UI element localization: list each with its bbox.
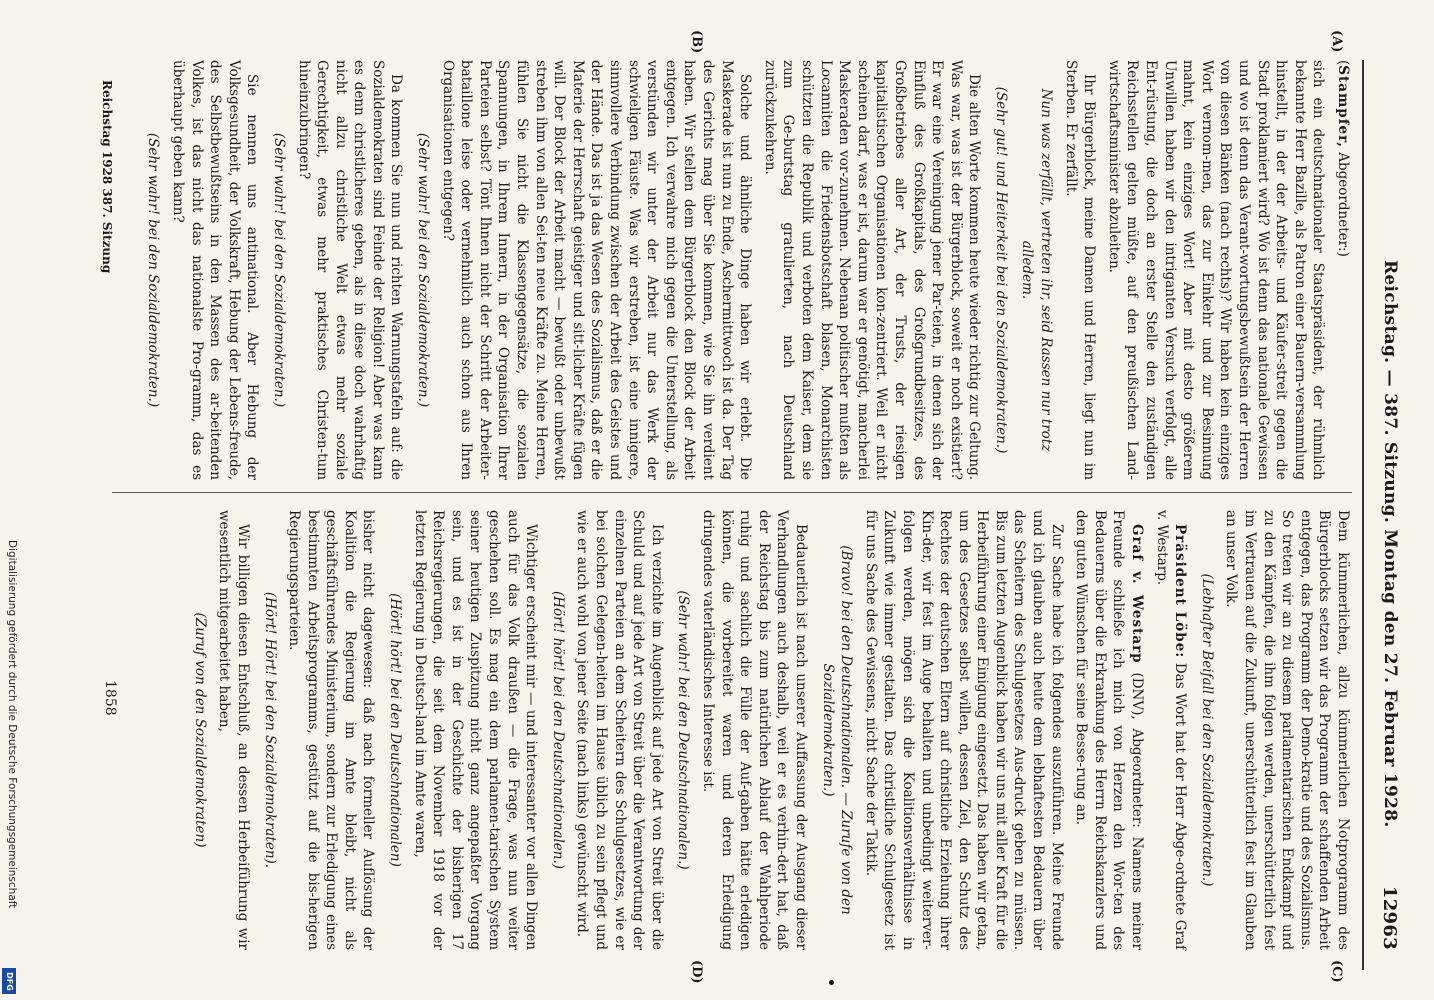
paragraph: Dem kümmerlichen, allzu kümmerlichen Notprogramm des Bürgerblocks setzen wir das Programm der schaffenden Arbeit entgegen, das Programm der Demo-kratie und des Sozialismus. So treten wir an zu diesem parlamentarischen Endkampf und zu den Kämpfen, die ihm folgen werden, unerschütterlich fest im Vertrauen auf die Zukunft, unerschütterlich fest im Glauben an unser Volk. <box>1223 510 1351 950</box>
paragraph: bisher nicht dagewesen: daß nach formeller Auflösung der Koalition die Regierung im Amte bleibt, nicht als geschäftsführendes Ministerium, sondern zur Erledigung eines bestimmten Arbeitsprogramms, gestützt auf die bis-herigen Regierungsparteien. <box>286 510 377 950</box>
header-rule <box>1362 60 1364 970</box>
dfg-logo-text: DFG <box>4 971 14 991</box>
stage-direction: (Bravo! bei den Deutschnationalen. — Zurufe von den Sozialdemokraten.) <box>819 545 855 915</box>
stage-direction: (Sehr wahr! bei den Sozialdemokraten.) <box>415 132 432 408</box>
speaker-name: Stampfer, <box>1335 65 1351 148</box>
paragraph: sich ein deutschnationaler Staatspräsident, der rühmlich bekannte Herr Bazille, als Patron einer Bauern-versammlung hinstellt, in der der Arbeits- und Käufer-streit gegen die Stadt proklamiert wird? Wo ist denn das nationale Gewissen und wo ist denn das Verant-wortungsbewußtsein der Herren von diesen Bänken (nach rechts)? Wir haben kein einziges Wort vernom-men, das zur Einkehr und zur Besinnung mahnt, kein einziges Wort! Aber mit desto größerem Unwillen haben wir den intriganten Versuch verfolgt, alle Ent-rüstung, die doch an erster Stelle den zuständigen Reichsstellen gelten müßte, auf den preußischen Land-wirtschaftsminister abzuleiten. <box>1105 60 1327 480</box>
stage-direction: (Hört! hört! bei den Deutschnationalen) <box>387 593 404 867</box>
paragraph: Ich verzichte im Augenblick auf jede Art von Streit über die Schuld und auf jede Art von Streit über die Verantwortung der einzelnen Parteien an dem Scheitern des Schulgesetzes, wie er bei solchen Gelegen-heiten im Hause üblich zu sein pflegt und wie er auch wohl von jener Seite (nach links) gewünscht wird. <box>574 510 665 950</box>
footer-session: Reichstag 1928 387. Sitzung <box>100 80 114 274</box>
paragraph <box>1152 510 1189 950</box>
stage-direction: (Sehr wahr! bei den Sozialdemokraten.) <box>145 132 162 408</box>
paragraph-text: (DNV), Abgeordneter: Namens meiner Freunde schließe ich mich von Herzen den Wor-ten des Bedauerns über die Erkrankung des Herrn Reichskanzlers und den guten Wünschen für seine Besse-rung an. <box>1073 510 1146 950</box>
quote: Nun was zerfällt, vertreten ihr, seid Rassen nur trotz alledem. <box>1019 88 1055 452</box>
stage-direction: (Hört! Hört! bei den Sozialdemokraten). <box>261 591 278 869</box>
paragraph <box>1072 510 1146 950</box>
president-name: Präsident Löbe: <box>1172 524 1189 659</box>
footer-page-number: 1858 <box>102 680 118 716</box>
page-title: Reichstag. — 387. Sitzung. Montag den 27. Februar 1928. <box>1380 260 1400 828</box>
left-column <box>136 60 1352 480</box>
stage-direction: (Lebhafter Beifall bei den Sozialdemokraten.) <box>1198 573 1215 887</box>
funding-credit: Digitalisierung gefördert durch die Deutsche Forschungsgemeinschaft <box>6 540 18 909</box>
paragraph: Da kommen Sie nun und richten Warnungstafeln auf: die Sozialdemokraten sind Feinde der Religion! Aber was kann es denn christlicheres geben, als in diese doch wahrhaftig nicht allzu christliche Welt etwas mehr soziale Gerechtigkeit, etwas mehr praktisches Christen-tum hineinzubringen? <box>295 60 405 480</box>
page-number: 12963 <box>1379 885 1400 950</box>
paragraph: Ihr Bürgerblock, meine Damen und Herren, liegt nun im Sterben. Er zerfällt. <box>1062 60 1098 480</box>
dfg-logo <box>2 968 16 994</box>
paragraph: Bedauerlich ist nach unserer Auffassung der Ausgang dieser Verhandlungen auch deshalb, weil er es verhin-dert hat, daß der Reichstag bis zum natürlichen Ablauf der Wahlperiode ruhig und sachlich die Fülle der Auf-gaben hätte erledigen können, die vorbereitet waren und deren Erledigung dringendes vaterländisches Interesse ist. <box>700 510 809 950</box>
margin-letter-c: (C) <box>1329 960 1344 983</box>
paragraph: Wir billigen diesen Entschluß, an dessen Herbeiführung wir wesentlich mitgearbeitet haben, <box>216 510 251 950</box>
paragraph: Sie nennen uns antinational. Aber Hebung der Volksgesundheit, der Volkskraft, Hebung der Lebens-freude, des Selbstbewußtseins in den Massen des ar-beitenden Volkes, ist das nicht das nationalste Pro-gramm, das es überhaupt geben kann? <box>169 60 261 480</box>
stage-direction: (Sehr wahr! bei den Deutschnationalen.) <box>675 590 692 870</box>
paragraph: Wichtiger erscheint mir — und interessanter vor allen Dingen auch für das Volk draußen — die Frage, was nun weiter geschehen soll. Es mag ein dem parlamen-tarischen System seiner heutigen Zuspitzung nicht ganz angepaßter Vorgang sein, und es ist in der Geschichte der bisherigen 17 Reichsregierungen, die seit dem November 1918 vor der letzten Regierung in Deutsch-land im Amte waren, <box>411 510 540 950</box>
page-header <box>1372 60 1406 960</box>
right-column <box>182 510 1352 950</box>
stage-direction: (Sehr gut! und Heiterkeit bei den Sozialdemokraten.) <box>992 86 1009 454</box>
speaker-role: Abgeordneter: <box>1335 152 1351 252</box>
paragraph: Die alten Worte kommen heute wieder richtig zur Geltung. Was war, was ist der Bürgerblock, soweit er noch existiert? Er war eine Vereinigung jener Par-teien, in denen sich der Einfluß des Großkapitals, des Großgrundbesitzes, des Großbetriebes aller Art, der Trusts, der riesigen kapitalistischen Organisationen kon-zentriert. Weil er nicht scheinen darf, was er ist, darum war er genötigt, mancherlei Maskeraden vor-zunehmen. Nebenan politischer mußten als Locanniten die Friedensbotschaft blasen, Monarchisten schützten die Republik und verboten dem Kaiser, dem sie zum Ge-burtstag gratulierten, nach Deutschland zurückzukehren. <box>761 60 983 480</box>
stage-direction: (Sehr wahr! bei den Sozialdemokraten.) <box>270 132 287 408</box>
margin-letter-b: (B) <box>689 30 704 54</box>
column-divider <box>112 492 1352 493</box>
margin-letter-d: (D) <box>689 960 704 984</box>
paragraph-text: Das Wort hat der Herr Abge-ordnete Graf v. Westarp. <box>1153 510 1189 951</box>
speaker-name: Graf v. Westarp <box>1129 524 1146 664</box>
paragraph: Zur Sache habe ich folgendes auszuführen. Meine Freunde und ich glauben auch heute dem lebhaftesten Bedauern über das Scheitern des Schulgesetzes Aus-druck geben zu müssen. Bis zum letzten Augenblick haben wir uns mit aller Kraft für die Herbeiführung einer Einigung eingesetzt. Das haben wir getan, um des Gesetzes selbst willen, dessen Ziel, den Schutz des Rechtes der deutschen Eltern auf christliche Erziehung ihrer Kin-der, wir fest im Auge behalten und unbedingt weiterver-folgen werden, mögen sich die Koalitionsverhältnisse in Zukunft wie immer gestalten. Das christliche Schulgesetz ist für uns Sache des Gewissens, nicht Sache der Taktik. <box>862 510 1065 950</box>
paragraph: (Stampfer, Abgeordneter:) <box>1335 60 1351 257</box>
margin-dot <box>829 980 834 985</box>
stage-direction: (Hört! hört! bei den Deutschnationalen.) <box>549 590 566 870</box>
stage-direction: (Zuruf von den Sozialdemokraten) <box>191 612 208 848</box>
margin-letter-a: (A) <box>1329 30 1344 53</box>
paragraph: Solche und ähnliche Dinge haben wir erlebt. Die Maskerade ist nun zu Ende, Aschermittwoch ist da. Der Tag des Gerichts mag über Sie kommen, wie Sie ihn verdient haben. Wir stellen dem Bürgerblock den Block der Arbeit entgegen. Ich verwahre mich gegen die Unterstellung, als verstünden wir unter der Arbeit nur das Werk der schwieligen Fäuste. Was wir erstreben, ist eine innigere, sinnvollere Verbindung zwischen der Arbeit des Geistes und der Hände. Das ist ja das Wesen des Sozialismus, daß er die Materie der Herrschaft geistiger und sitt-licher Kräfte fügen will. Der Block der Arbeit macht — bewußt oder unbewußt streben ihm von allen Sei-ten neue Kräfte zu. Meine Herren, fühlen Sie nicht die Klassengegensätze, die sozialen Spannungen, in Ihrem Innern, in der Organisation Ihrer Parteien selbst? Tönt Ihnen nicht der Schritt der Arbeiter-bataillone leise oder vernehmlich auch schon aus Ihren Organisationen entgegen? <box>439 60 754 480</box>
